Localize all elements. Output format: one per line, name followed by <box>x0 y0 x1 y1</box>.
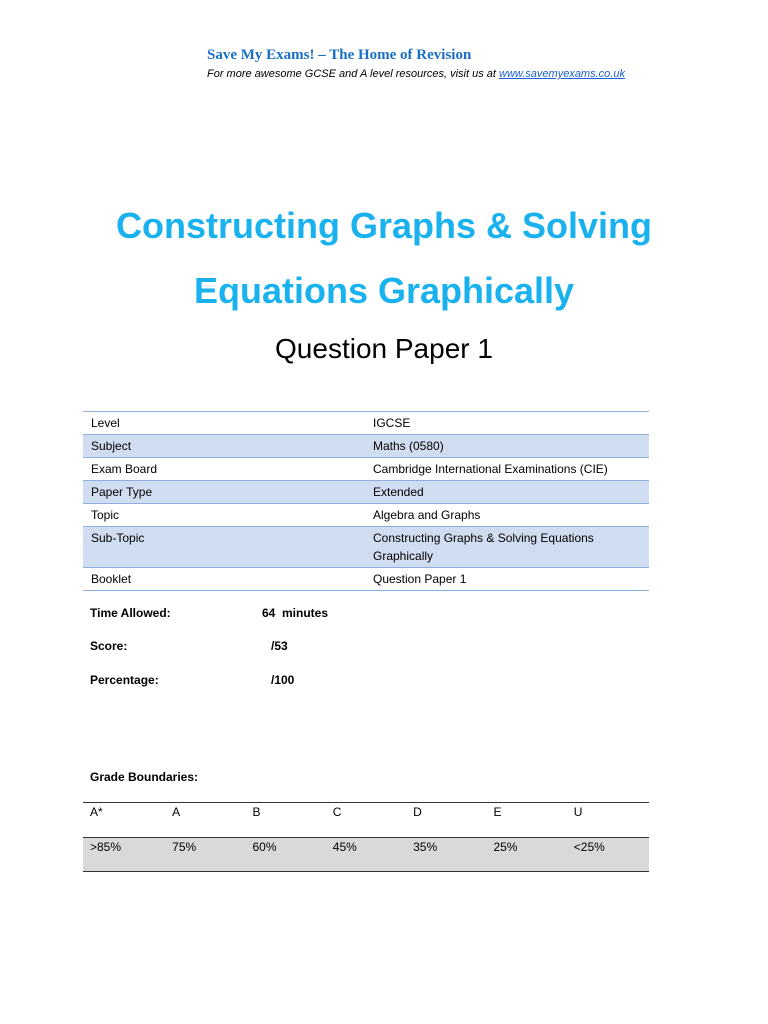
grade-boundaries-table <box>83 802 649 872</box>
grade-boundaries-label: Grade Boundaries: <box>90 770 199 784</box>
info-value: Extended <box>365 481 649 504</box>
info-key: Paper Type <box>83 481 365 504</box>
grade-value-cell: >85% <box>83 838 165 872</box>
grade-cell: D <box>406 803 486 838</box>
grade-cell: U <box>567 803 649 838</box>
info-row-topic <box>83 504 649 527</box>
grade-cell: A <box>165 803 245 838</box>
info-key: Exam Board <box>83 458 365 481</box>
percentage-value: /100 <box>271 673 295 687</box>
info-key: Booklet <box>83 568 365 591</box>
info-value: Algebra and Graphs <box>365 504 649 527</box>
grade-cell: C <box>326 803 406 838</box>
grade-cell: E <box>486 803 566 838</box>
score-value: /53 <box>271 639 288 653</box>
info-key: Subject <box>83 435 365 458</box>
info-value: IGCSE <box>365 412 649 435</box>
grade-header-row <box>83 803 649 838</box>
page-title-line2: Equations Graphically <box>193 270 575 311</box>
info-row-exam-board <box>83 458 649 481</box>
header-subtitle-text: For more awesome GCSE and A level resources, visit us at <box>207 68 500 80</box>
grade-value-cell: 60% <box>245 838 325 872</box>
page-title-line1: Constructing Graphs & Solving <box>115 205 653 246</box>
info-row-level <box>83 412 649 435</box>
score-label: Score: <box>90 639 128 653</box>
info-table <box>83 411 649 591</box>
grade-value-cell: <25% <box>567 838 649 872</box>
time-allowed-value: 64 minutes <box>262 606 329 620</box>
header-subtitle <box>207 68 625 80</box>
grade-value-cell: 75% <box>165 838 245 872</box>
page-subtitle: Question Paper 1 <box>275 333 493 364</box>
grade-value-cell: 45% <box>326 838 406 872</box>
info-key: Sub-Topic <box>83 527 365 568</box>
header-title: Save My Exams! – The Home of Revision <box>207 47 472 63</box>
time-allowed-label: Time Allowed: <box>90 606 171 620</box>
info-key: Level <box>83 412 365 435</box>
info-row-sub-topic <box>83 527 649 568</box>
info-row-booklet <box>83 568 649 591</box>
grade-value-row <box>83 838 649 872</box>
info-row-subject <box>83 435 649 458</box>
website-link[interactable]: www.savemyexams.co.uk <box>499 68 625 80</box>
grade-cell: B <box>245 803 325 838</box>
info-row-paper-type <box>83 481 649 504</box>
info-value: Constructing Graphs & Solving Equations Graphically <box>365 527 649 568</box>
grade-cell: A* <box>83 803 165 838</box>
info-value: Question Paper 1 <box>365 568 649 591</box>
info-value: Cambridge International Examinations (CIE) <box>365 458 649 481</box>
grade-value-cell: 35% <box>406 838 486 872</box>
percentage-label: Percentage: <box>90 673 159 687</box>
info-value: Maths (0580) <box>365 435 649 458</box>
info-key: Topic <box>83 504 365 527</box>
grade-value-cell: 25% <box>486 838 566 872</box>
